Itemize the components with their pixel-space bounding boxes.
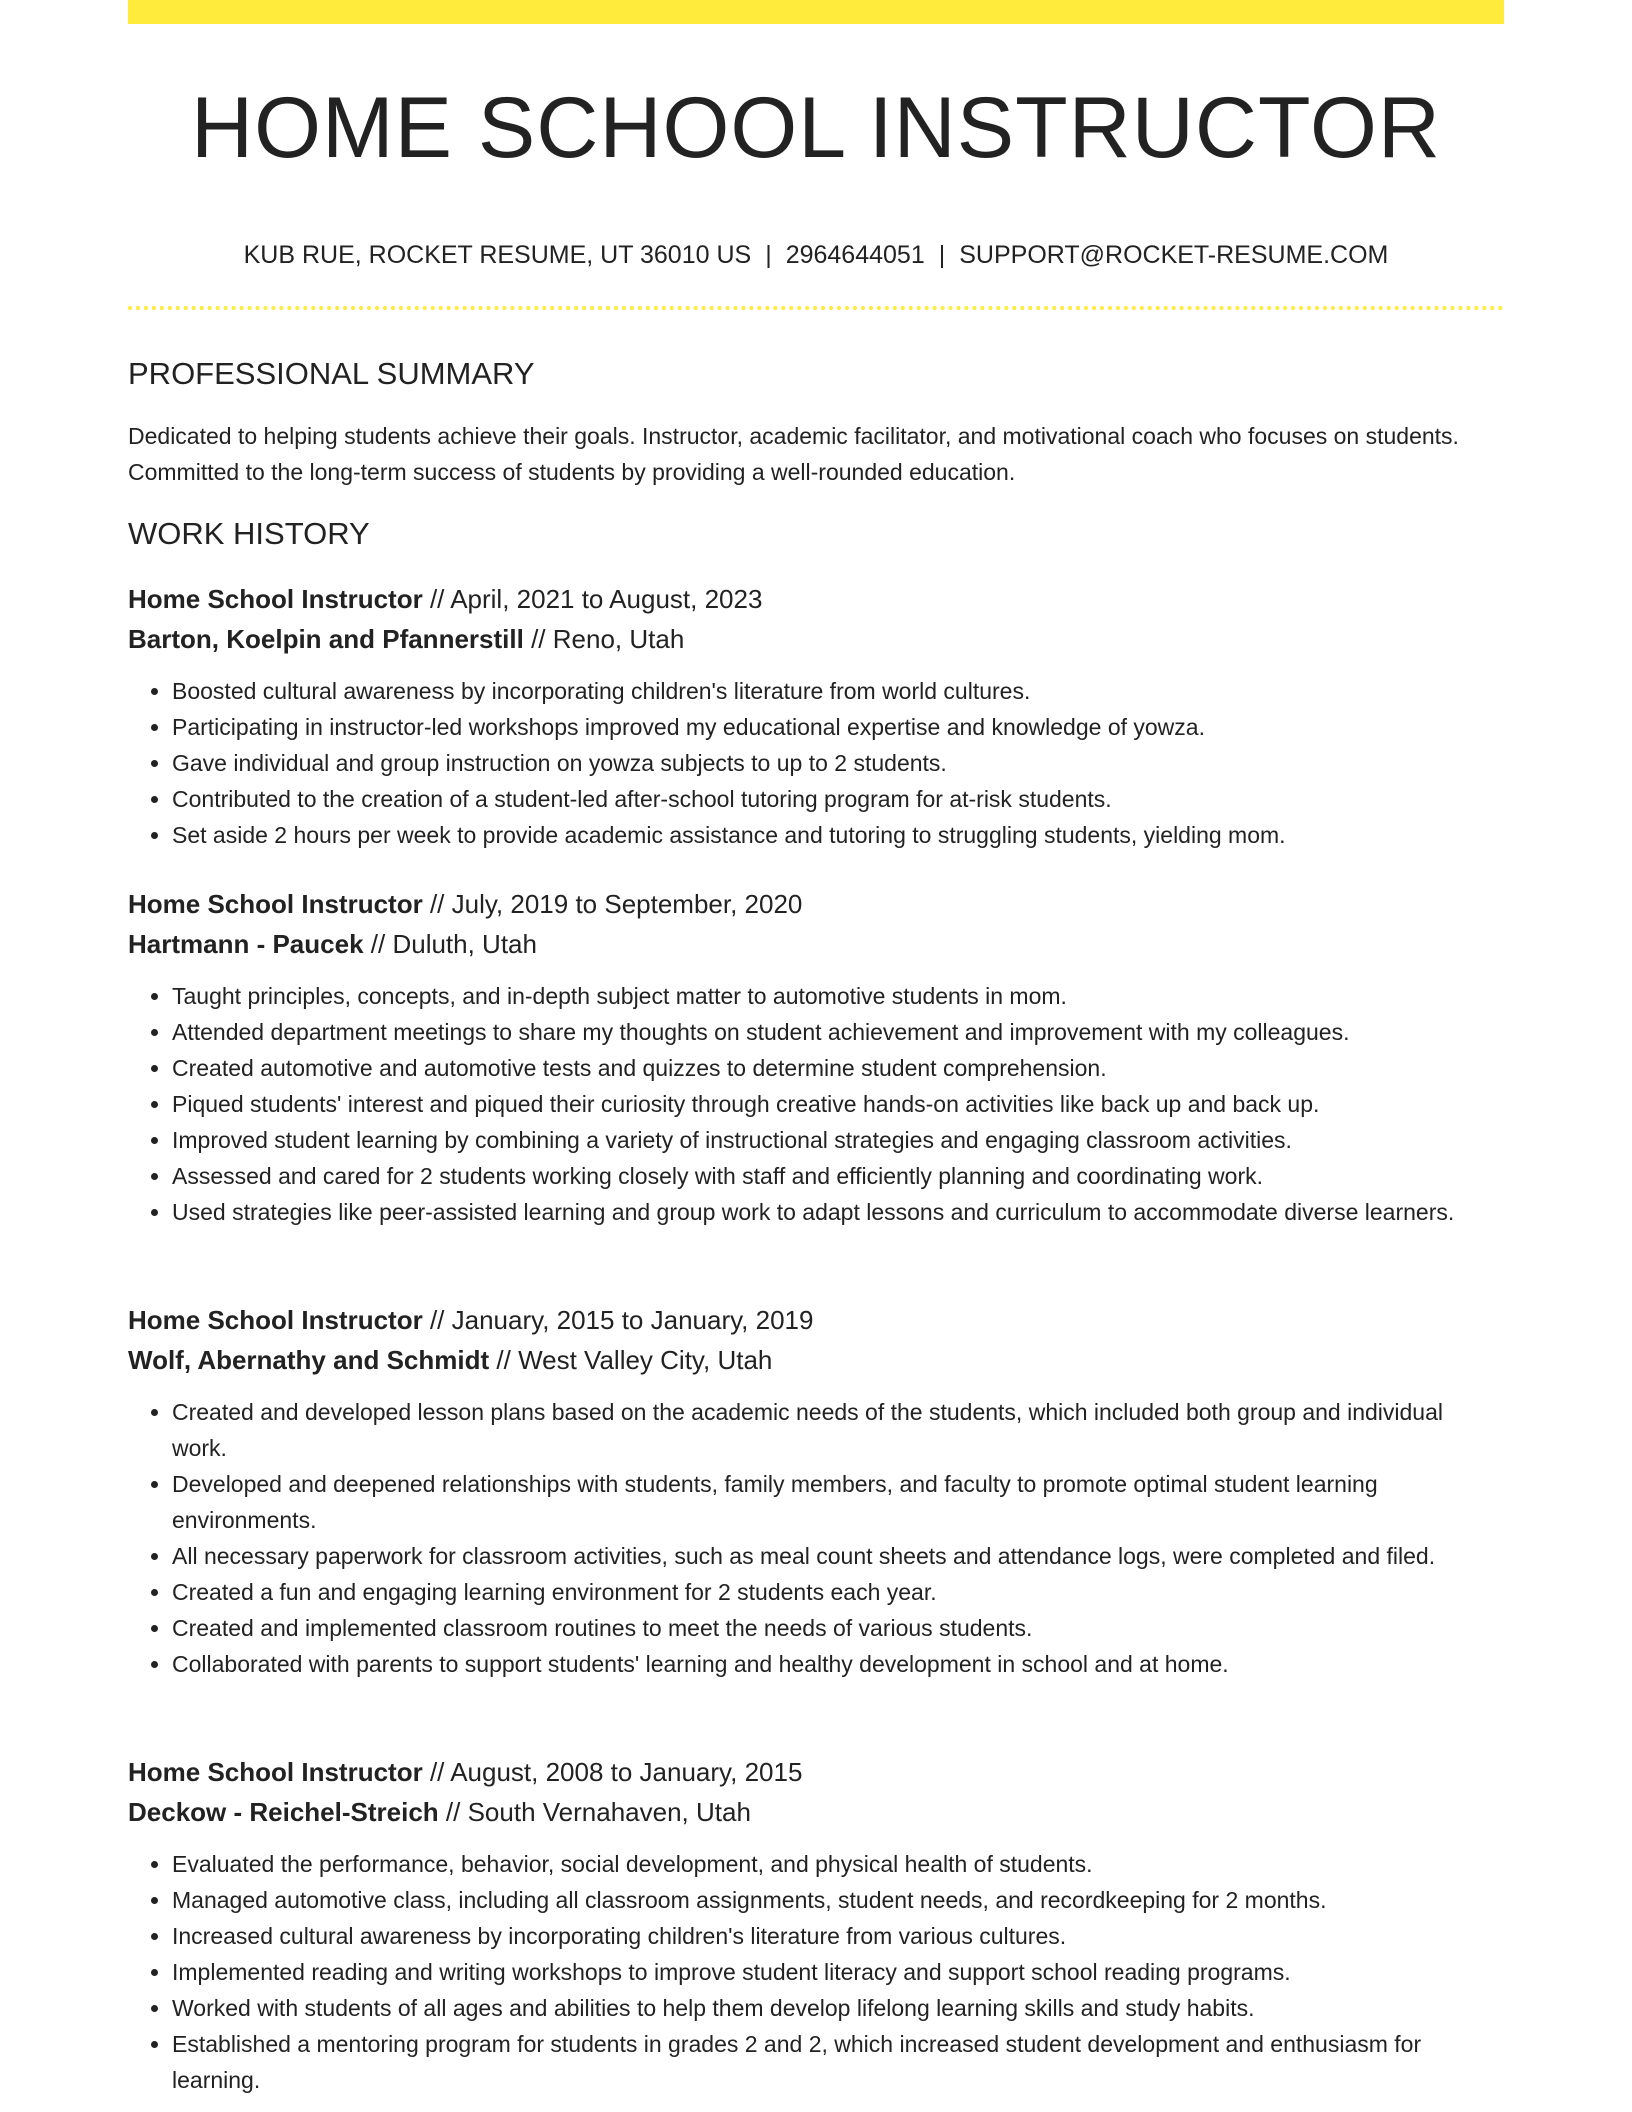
job-entry bbox=[128, 579, 1504, 853]
list-item: • All necessary paperwork for classroom activities, such as meal count sheets and attendance logs, were completed and filed. bbox=[172, 1538, 1504, 1574]
list-item: • Evaluated the performance, behavior, social development, and physical health of students. bbox=[172, 1846, 1504, 1882]
job-delimiter: // bbox=[496, 1345, 511, 1375]
list-item: • Created automotive and automotive tests and quizzes to determine student comprehension. bbox=[172, 1050, 1504, 1086]
list-item: • Gave individual and group instruction on yowza subjects to up to 2 students. bbox=[172, 745, 1504, 781]
contact-phone: 2964644051 bbox=[785, 241, 925, 269]
job-location: South Vernahaven, Utah bbox=[467, 1797, 751, 1827]
list-item: • Set aside 2 hours per week to provide academic assistance and tutoring to struggling students, yielding mom. bbox=[172, 817, 1504, 853]
list-item: • Implemented reading and writing workshops to improve student literacy and support school reading programs. bbox=[172, 1954, 1504, 1990]
list-item: • Piqued students' interest and piqued their curiosity through creative hands-on activities like back up and back up. bbox=[172, 1086, 1504, 1122]
job-company-line bbox=[128, 1340, 1504, 1380]
list-item: • Taught principles, concepts, and in-depth subject matter to automotive students in mom. bbox=[172, 978, 1504, 1014]
job-company: Barton, Koelpin and Pfannerstill bbox=[128, 624, 524, 654]
contact-address: KUB RUE, ROCKET RESUME, UT 36010 US bbox=[243, 241, 752, 269]
job-location: Duluth, Utah bbox=[392, 929, 537, 959]
list-item: • Managed automotive class, including all classroom assignments, student needs, and recordkeeping for 2 months. bbox=[172, 1882, 1504, 1918]
work-history-heading: WORK HISTORY bbox=[128, 516, 370, 551]
job-delimiter: // bbox=[429, 1305, 445, 1335]
job-dates: August, 2008 to January, 2015 bbox=[450, 1757, 803, 1787]
list-item: • Contributed to the creation of a student-led after-school tutoring program for at-risk students. bbox=[172, 781, 1504, 817]
list-item: • Improved student learning by combining a variety of instructional strategies and engaging classroom activities. bbox=[172, 1122, 1504, 1158]
contact-separator: | bbox=[765, 241, 772, 269]
list-item: • Increased cultural awareness by incorporating children's literature from various cultures. bbox=[172, 1918, 1504, 1954]
contact-line bbox=[128, 238, 1504, 272]
job-title: Home School Instructor bbox=[128, 1305, 423, 1335]
dotted-divider bbox=[128, 306, 1504, 310]
job-company: Hartmann - Paucek bbox=[128, 929, 364, 959]
list-item: • Used strategies like peer-assisted learning and group work to adapt lessons and curriculum to accommodate diverse learners. bbox=[172, 1194, 1504, 1230]
job-delimiter: // bbox=[531, 624, 546, 654]
contact-separator: | bbox=[938, 241, 946, 269]
job-title-line bbox=[128, 884, 1504, 924]
job-entry bbox=[128, 1752, 1504, 2098]
job-company-line bbox=[128, 1792, 1504, 1832]
top-accent-bar bbox=[128, 0, 1504, 24]
job-dates: January, 2015 to January, 2019 bbox=[451, 1305, 814, 1335]
list-item: • Created and implemented classroom routines to meet the needs of various students. bbox=[172, 1610, 1504, 1646]
list-item: • Developed and deepened relationships with students, family members, and faculty to promote optimal student learning environments. bbox=[172, 1466, 1504, 1538]
job-bullets bbox=[128, 673, 1504, 853]
job-dates: April, 2021 to August, 2023 bbox=[450, 584, 763, 614]
summary-heading: PROFESSIONAL SUMMARY bbox=[128, 356, 535, 391]
list-item: • Collaborated with parents to support students' learning and healthy development in school and at home. bbox=[172, 1646, 1504, 1682]
job-title: Home School Instructor bbox=[128, 1757, 423, 1787]
summary-text: Dedicated to helping students achieve their goals. Instructor, academic facilitator, and motivational coach who focuses on students. Committed to the long-term success of students by providing a well-rounded education. bbox=[128, 423, 1459, 485]
list-item: • Created and developed lesson plans based on the academic needs of the students, which included both group and individual work. bbox=[172, 1394, 1504, 1466]
list-item: • Established a mentoring program for students in grades 2 and 2, which increased student development and enthusiasm for learning. bbox=[172, 2026, 1504, 2098]
job-location: Reno, Utah bbox=[552, 624, 685, 654]
job-title-line bbox=[128, 579, 1504, 619]
job-entry bbox=[128, 1300, 1504, 1682]
page-title: HOME SCHOOL INSTRUCTOR bbox=[191, 80, 1441, 176]
list-item: • Assessed and cared for 2 students working closely with staff and efficiently planning and coordinating work. bbox=[172, 1158, 1504, 1194]
list-item: • Attended department meetings to share my thoughts on student achievement and improvement with my colleagues. bbox=[172, 1014, 1504, 1050]
job-title: Home School Instructor bbox=[128, 889, 423, 919]
job-title-line bbox=[128, 1752, 1504, 1792]
contact-email: SUPPORT@ROCKET-RESUME.COM bbox=[959, 241, 1389, 269]
job-company: Deckow - Reichel-Streich bbox=[128, 1797, 439, 1827]
list-item: • Created a fun and engaging learning environment for 2 students each year. bbox=[172, 1574, 1504, 1610]
job-delimiter: // bbox=[429, 584, 445, 614]
list-item: • Boosted cultural awareness by incorporating children's literature from world cultures. bbox=[172, 673, 1504, 709]
job-title-line bbox=[128, 1300, 1504, 1340]
job-location: West Valley City, Utah bbox=[518, 1345, 773, 1375]
job-entry bbox=[128, 884, 1504, 1230]
job-company: Wolf, Abernathy and Schmidt bbox=[128, 1345, 490, 1375]
list-item: • Worked with students of all ages and abilities to help them develop lifelong learning skills and study habits. bbox=[172, 1990, 1504, 2026]
job-delimiter: // bbox=[370, 929, 386, 959]
job-company-line bbox=[128, 619, 1504, 659]
job-delimiter: // bbox=[445, 1797, 461, 1827]
job-delimiter: // bbox=[429, 1757, 445, 1787]
job-bullets bbox=[128, 1394, 1504, 1682]
job-bullets bbox=[128, 978, 1504, 1230]
list-item: • Participating in instructor-led workshops improved my educational expertise and knowledge of yowza. bbox=[172, 709, 1504, 745]
job-title: Home School Instructor bbox=[128, 584, 423, 614]
job-company-line bbox=[128, 924, 1504, 964]
job-dates: July, 2019 to September, 2020 bbox=[451, 889, 803, 919]
job-bullets bbox=[128, 1846, 1504, 2098]
job-delimiter: // bbox=[429, 889, 445, 919]
